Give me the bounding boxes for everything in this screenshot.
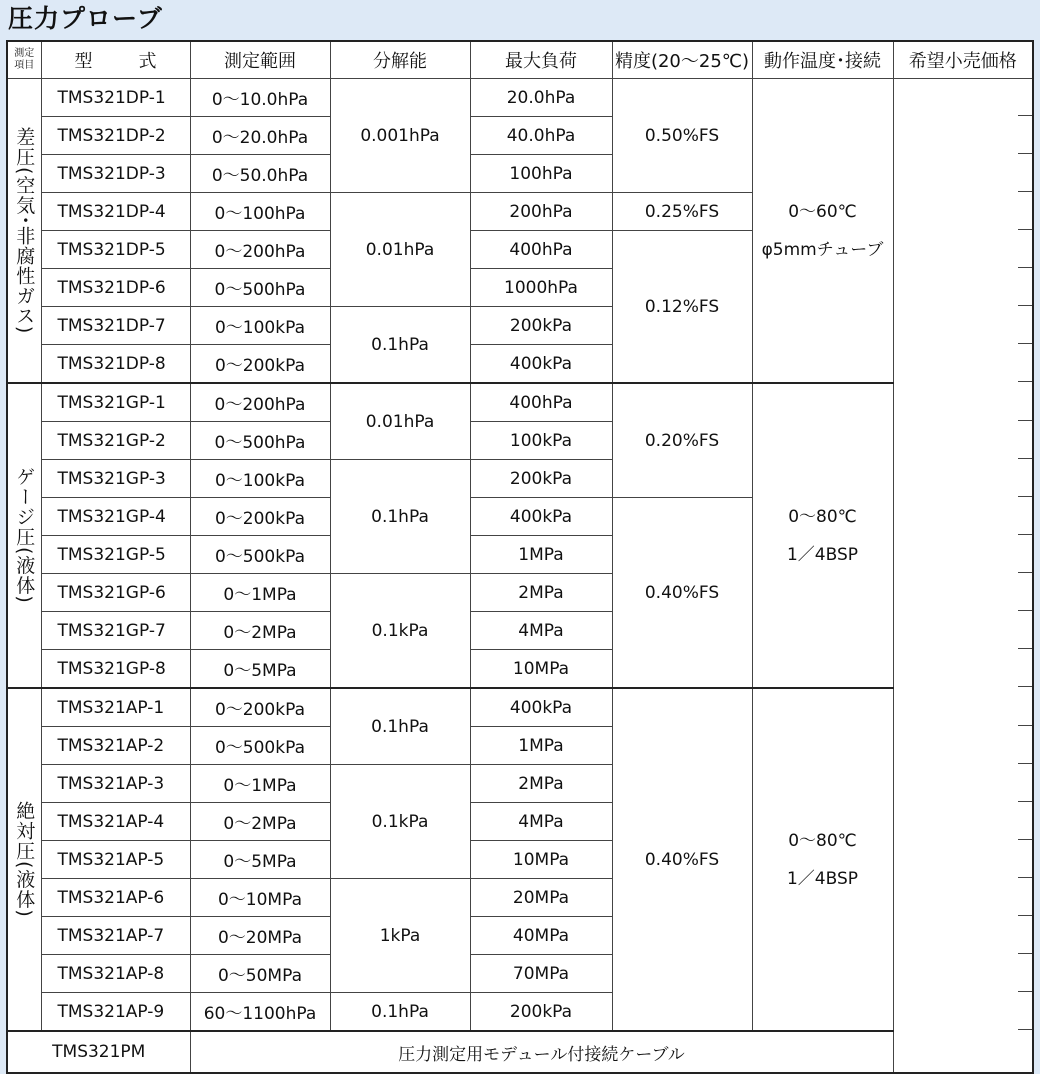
temp-range: 0～80℃ xyxy=(788,506,857,527)
model-cell: TMS321DP-5 xyxy=(41,231,190,269)
accuracy-cell: 0.40%FS xyxy=(612,688,752,1031)
price-cell xyxy=(893,1031,1033,1073)
model-cell: TMS321AP-2 xyxy=(41,727,190,765)
header-accuracy: 精度(20～25℃) xyxy=(612,41,752,79)
price-cell xyxy=(893,422,1033,460)
range-cell: 0～500hPa xyxy=(190,422,330,460)
connection-type: 1／4BSP xyxy=(786,868,859,889)
range-cell: 0～10MPa xyxy=(190,879,330,917)
max-load-cell: 1MPa xyxy=(470,536,612,574)
header-price: 希望小売価格 xyxy=(893,41,1033,79)
model-cell: TMS321AP-6 xyxy=(41,879,190,917)
price-cell xyxy=(893,193,1033,231)
category-differential: 差圧(空気･非腐性ガス) xyxy=(7,79,41,384)
range-cell: 0～50.0hPa xyxy=(190,155,330,193)
table-row xyxy=(7,688,1033,727)
header-temp: 動作温度･接続 xyxy=(752,41,893,79)
range-cell: 0～200kPa xyxy=(190,498,330,536)
spec-table-wrapper xyxy=(6,40,1034,1074)
connection-type: φ5mmチューブ xyxy=(761,239,884,260)
range-cell: 0～500kPa xyxy=(190,536,330,574)
temp-connection-cell xyxy=(752,688,893,1031)
header-max-load: 最大負荷 xyxy=(470,41,612,79)
resolution-cell: 0.001hPa xyxy=(330,79,470,193)
model-cell: TMS321GP-5 xyxy=(41,536,190,574)
model-cell: TMS321GP-3 xyxy=(41,460,190,498)
accuracy-cell: 0.50%FS xyxy=(612,79,752,193)
price-cell xyxy=(893,117,1033,155)
resolution-cell: 0.1kPa xyxy=(330,765,470,879)
max-load-cell: 400hPa xyxy=(470,231,612,269)
max-load-cell: 10MPa xyxy=(470,841,612,879)
max-load-cell: 4MPa xyxy=(470,803,612,841)
range-cell: 0～100hPa xyxy=(190,193,330,231)
resolution-cell: 0.01hPa xyxy=(330,383,470,460)
range-cell: 0～200kPa xyxy=(190,688,330,727)
price-cell xyxy=(893,803,1033,841)
header-row xyxy=(7,41,1033,79)
model-cell: TMS321DP-7 xyxy=(41,307,190,345)
range-cell: 0～200hPa xyxy=(190,383,330,422)
price-cell xyxy=(893,498,1033,536)
header-model: 型 式 xyxy=(41,41,190,79)
max-load-cell: 200kPa xyxy=(470,460,612,498)
max-load-cell: 40MPa xyxy=(470,917,612,955)
price-cell xyxy=(893,765,1033,803)
model-cell: TMS321DP-8 xyxy=(41,345,190,384)
resolution-cell: 0.01hPa xyxy=(330,193,470,307)
resolution-cell: 0.1hPa xyxy=(330,460,470,574)
model-cell: TMS321GP-7 xyxy=(41,612,190,650)
max-load-cell: 400kPa xyxy=(470,498,612,536)
header-range: 測定範囲 xyxy=(190,41,330,79)
max-load-cell: 100hPa xyxy=(470,155,612,193)
footer-description: 圧力測定用モデュール付接続ケーブル xyxy=(190,1031,893,1073)
temp-range: 0～80℃ xyxy=(788,830,857,851)
category-gauge: ゲージ圧(液体) xyxy=(7,383,41,688)
model-cell: TMS321GP-2 xyxy=(41,422,190,460)
model-cell: TMS321AP-4 xyxy=(41,803,190,841)
range-cell: 0～10.0hPa xyxy=(190,79,330,117)
price-cell xyxy=(893,345,1033,384)
accuracy-cell: 0.12%FS xyxy=(612,231,752,384)
price-cell xyxy=(893,688,1033,727)
price-cell xyxy=(893,460,1033,498)
resolution-cell: 1kPa xyxy=(330,879,470,993)
pressure-probe-table xyxy=(6,40,1034,1074)
model-cell: TMS321DP-3 xyxy=(41,155,190,193)
price-cell xyxy=(893,879,1033,917)
price-cell xyxy=(893,79,1033,117)
model-cell: TMS321AP-1 xyxy=(41,688,190,727)
model-cell: TMS321GP-8 xyxy=(41,650,190,689)
max-load-cell: 200kPa xyxy=(470,993,612,1032)
max-load-cell: 200hPa xyxy=(470,193,612,231)
model-cell: TMS321AP-5 xyxy=(41,841,190,879)
footer-row xyxy=(7,1031,1033,1073)
max-load-cell: 40.0hPa xyxy=(470,117,612,155)
max-load-cell: 200kPa xyxy=(470,307,612,345)
resolution-cell: 0.1hPa xyxy=(330,688,470,765)
connection-type: 1／4BSP xyxy=(786,544,859,565)
max-load-cell: 20.0hPa xyxy=(470,79,612,117)
range-cell: 0～1MPa xyxy=(190,765,330,803)
range-cell: 0～50MPa xyxy=(190,955,330,993)
range-cell: 0～2MPa xyxy=(190,612,330,650)
page-title: 圧力プローブ xyxy=(8,4,163,33)
model-cell: TMS321GP-4 xyxy=(41,498,190,536)
price-cell xyxy=(893,917,1033,955)
range-cell: 0～200hPa xyxy=(190,231,330,269)
accuracy-cell: 0.20%FS xyxy=(612,383,752,498)
table-row xyxy=(7,79,1033,117)
max-load-cell: 100kPa xyxy=(470,422,612,460)
max-load-cell: 1MPa xyxy=(470,727,612,765)
model-cell: TMS321AP-8 xyxy=(41,955,190,993)
price-cell xyxy=(893,841,1033,879)
price-cell xyxy=(893,650,1033,689)
price-cell xyxy=(893,155,1033,193)
max-load-cell: 400kPa xyxy=(470,345,612,384)
price-cell xyxy=(893,574,1033,612)
temp-connection-cell xyxy=(752,79,893,384)
category-absolute: 絶対圧(液体) xyxy=(7,688,41,1031)
temp-range: 0～60℃ xyxy=(788,201,857,222)
model-cell: TMS321GP-1 xyxy=(41,383,190,422)
price-cell xyxy=(893,612,1033,650)
max-load-cell: 2MPa xyxy=(470,765,612,803)
range-cell: 0～20MPa xyxy=(190,917,330,955)
price-cell xyxy=(893,727,1033,765)
resolution-cell: 0.1kPa xyxy=(330,574,470,689)
range-cell: 0～5MPa xyxy=(190,650,330,689)
price-cell xyxy=(893,383,1033,422)
range-cell: 0～500hPa xyxy=(190,269,330,307)
accuracy-cell: 0.40%FS xyxy=(612,498,752,689)
model-cell: TMS321AP-3 xyxy=(41,765,190,803)
max-load-cell: 70MPa xyxy=(470,955,612,993)
max-load-cell: 20MPa xyxy=(470,879,612,917)
price-cell xyxy=(893,307,1033,345)
range-cell: 0～20.0hPa xyxy=(190,117,330,155)
range-cell: 0～200kPa xyxy=(190,345,330,384)
price-cell xyxy=(893,536,1033,574)
accuracy-cell: 0.25%FS xyxy=(612,193,752,231)
max-load-cell: 4MPa xyxy=(470,612,612,650)
temp-connection-cell xyxy=(752,383,893,688)
header-item: 測定 項目 xyxy=(7,41,41,79)
model-cell: TMS321DP-4 xyxy=(41,193,190,231)
price-cell xyxy=(893,955,1033,993)
max-load-cell: 400kPa xyxy=(470,688,612,727)
range-cell: 60～1100hPa xyxy=(190,993,330,1032)
range-cell: 0～5MPa xyxy=(190,841,330,879)
model-cell: TMS321AP-7 xyxy=(41,917,190,955)
price-cell xyxy=(893,993,1033,1032)
resolution-cell: 0.1hPa xyxy=(330,307,470,384)
max-load-cell: 10MPa xyxy=(470,650,612,689)
header-resolution: 分解能 xyxy=(330,41,470,79)
range-cell: 0～500kPa xyxy=(190,727,330,765)
model-cell: TMS321GP-6 xyxy=(41,574,190,612)
table-row xyxy=(7,383,1033,422)
model-cell: TMS321DP-1 xyxy=(41,79,190,117)
footer-model: TMS321PM xyxy=(7,1031,190,1073)
max-load-cell: 1000hPa xyxy=(470,269,612,307)
model-cell: TMS321AP-9 xyxy=(41,993,190,1032)
range-cell: 0～100kPa xyxy=(190,307,330,345)
model-cell: TMS321DP-6 xyxy=(41,269,190,307)
range-cell: 0～2MPa xyxy=(190,803,330,841)
model-cell: TMS321DP-2 xyxy=(41,117,190,155)
max-load-cell: 400hPa xyxy=(470,383,612,422)
price-cell xyxy=(893,269,1033,307)
range-cell: 0～1MPa xyxy=(190,574,330,612)
price-cell xyxy=(893,231,1033,269)
resolution-cell: 0.1hPa xyxy=(330,993,470,1032)
range-cell: 0～100kPa xyxy=(190,460,330,498)
max-load-cell: 2MPa xyxy=(470,574,612,612)
